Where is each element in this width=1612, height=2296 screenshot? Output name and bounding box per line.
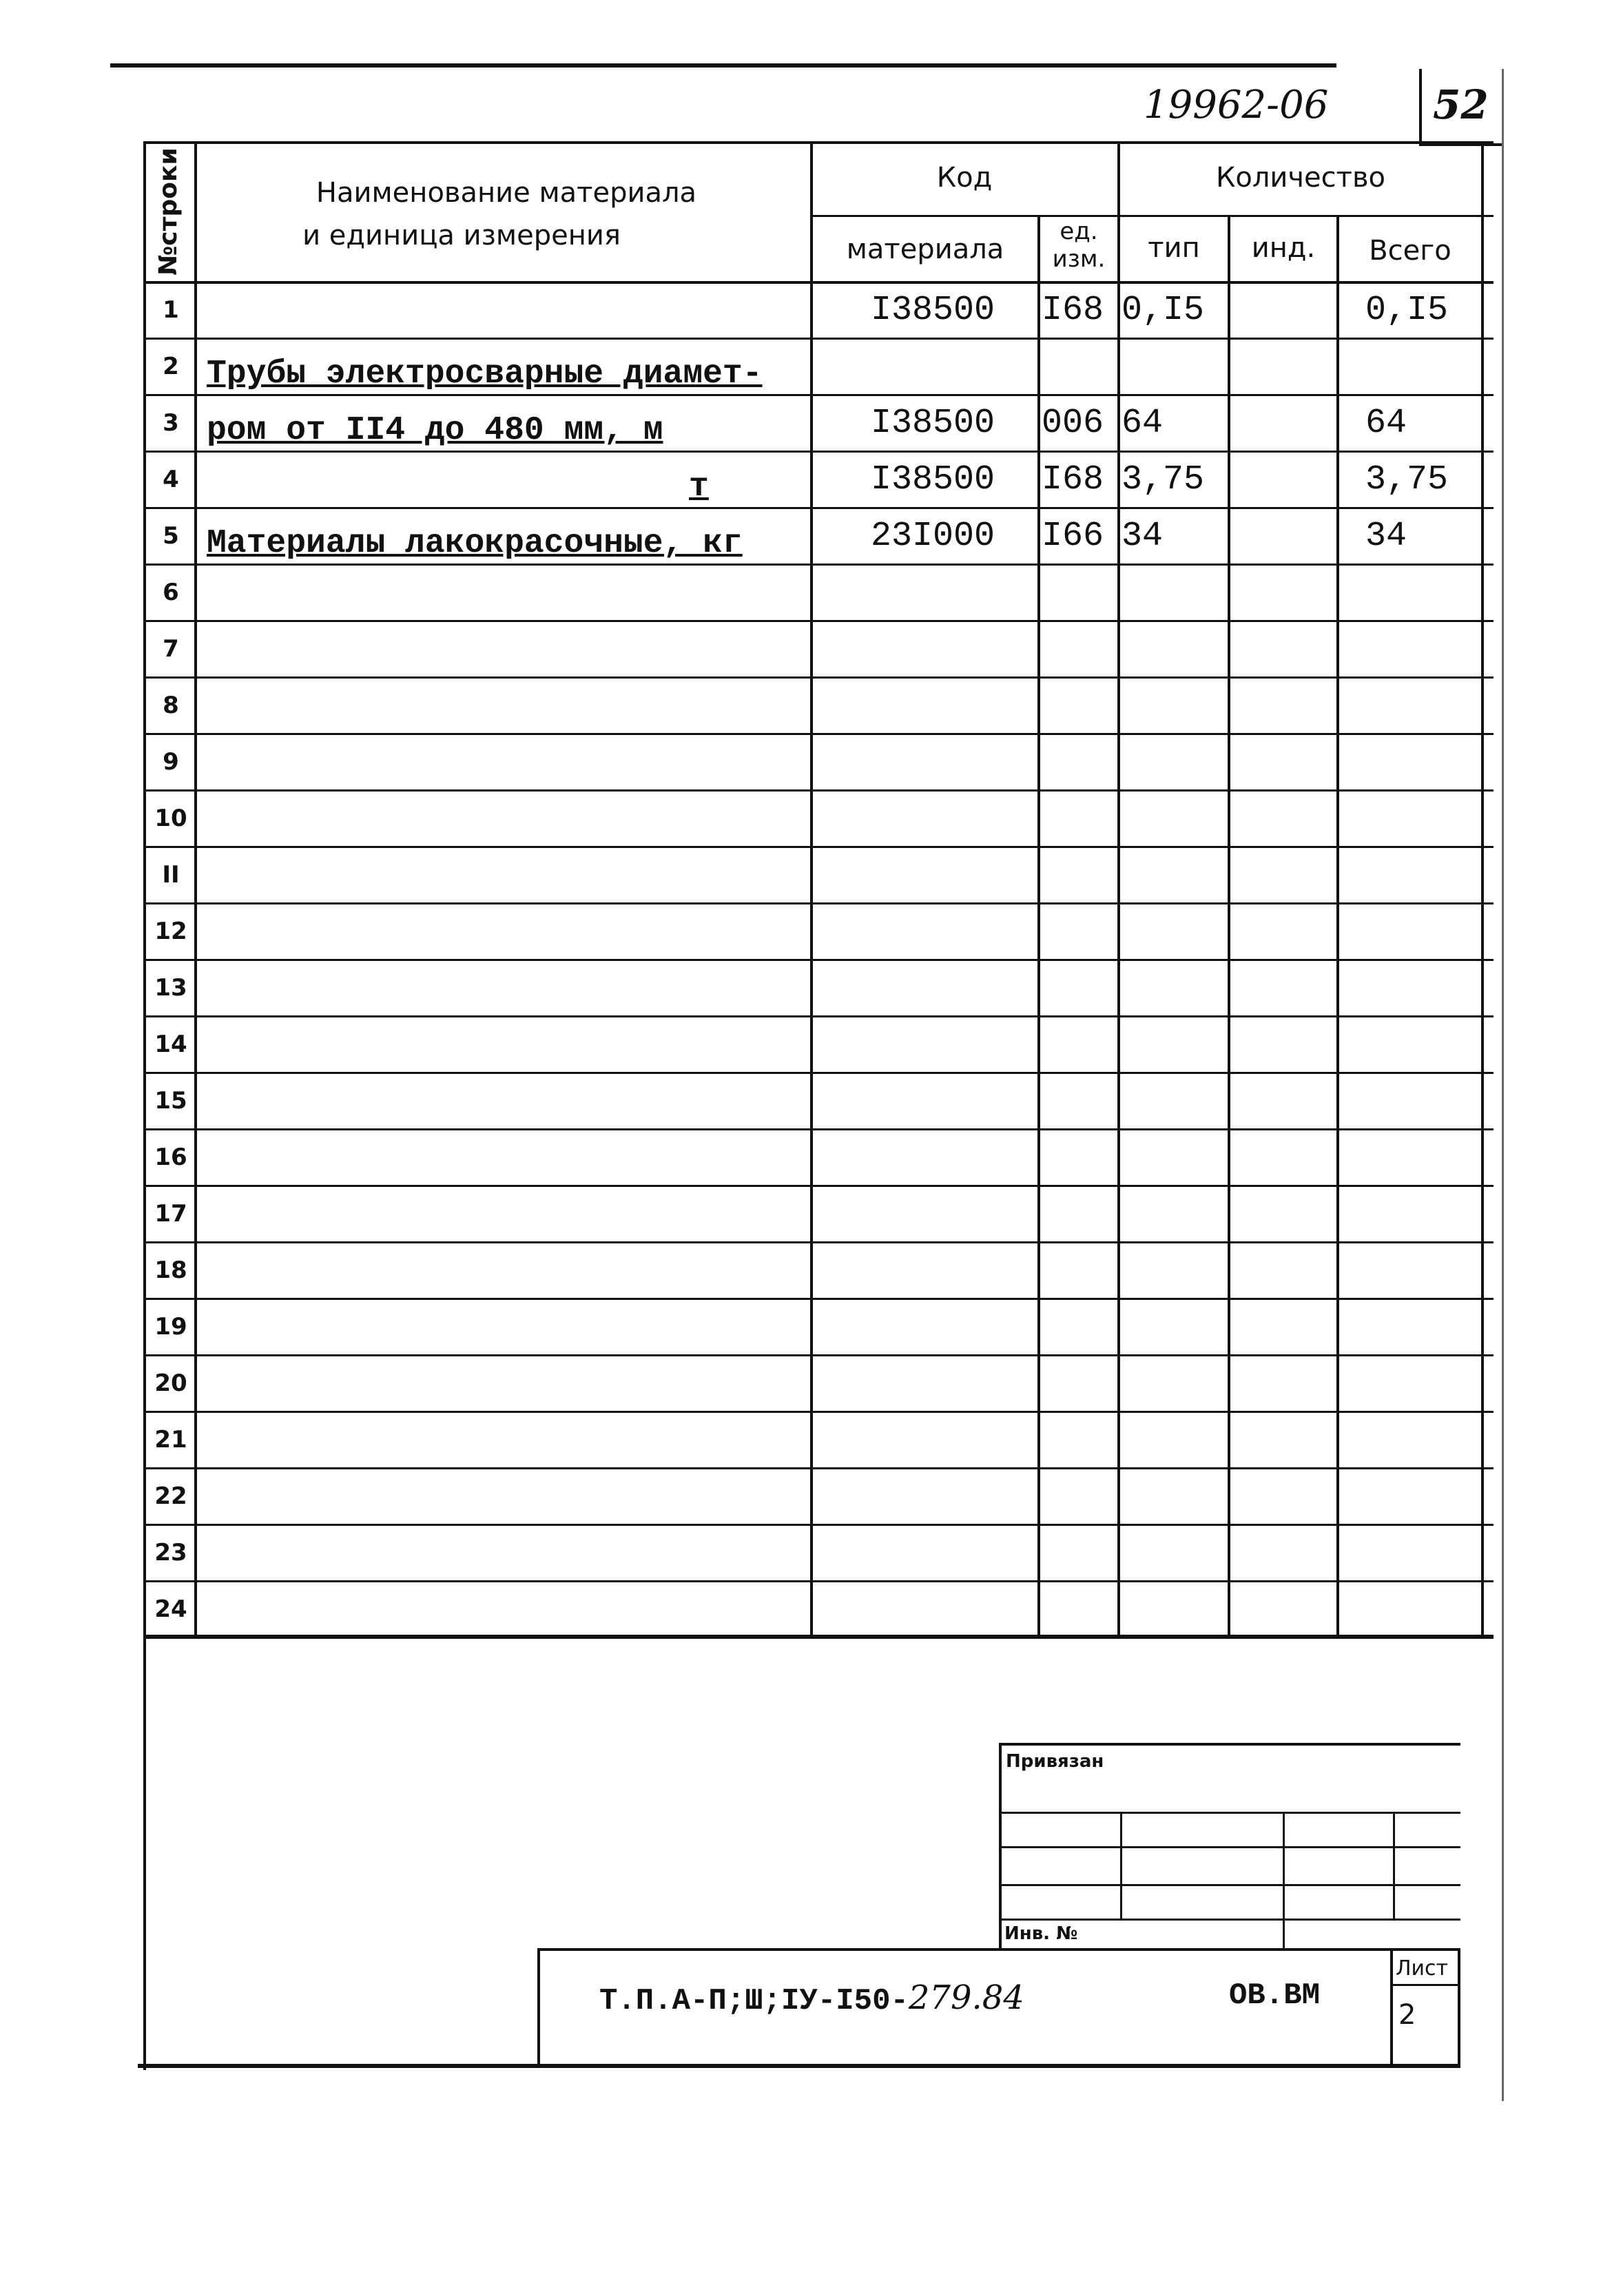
cell-type: 64	[1122, 404, 1164, 443]
row-divider	[143, 1128, 1494, 1130]
stamp-line-4	[999, 1918, 1460, 1921]
row-number: II	[162, 861, 180, 889]
row-divider	[143, 507, 1494, 509]
cell-total: 64	[1365, 404, 1407, 443]
row-divider	[143, 789, 1494, 792]
row-divider	[143, 620, 1494, 622]
frame-bottom	[138, 2064, 1460, 2068]
cell-name: Материалы лакокрасочные, кг	[207, 525, 743, 562]
cell-name: Трубы электросварные диамет-	[207, 355, 763, 393]
stamp-line-1	[999, 1812, 1460, 1814]
cell-name: т	[689, 468, 709, 506]
col-line-ind	[1228, 215, 1230, 1636]
header-code-material: материала	[846, 234, 1004, 265]
top-border	[110, 63, 1336, 68]
header-name-line1: Наименование материала	[316, 177, 697, 209]
cell-total: 3,75	[1365, 460, 1449, 499]
header-code-unit-2: изм.	[1052, 245, 1106, 273]
row-number: 13	[154, 974, 187, 1002]
designation-typed: Т.П.А-П;Ш;IУ-I50-	[599, 1984, 909, 2018]
sheet-mid-line	[1390, 1984, 1459, 1986]
header-qty-total: Всего	[1369, 235, 1451, 267]
sheet-number: 2	[1398, 1999, 1416, 2031]
row-divider	[143, 676, 1494, 679]
row-number: 7	[163, 635, 179, 663]
row-divider	[143, 1241, 1494, 1243]
row-divider	[143, 1580, 1494, 1582]
stamp-line-3	[999, 1884, 1460, 1886]
stamp-line-2	[999, 1846, 1460, 1848]
row-number: 5	[163, 522, 179, 550]
cell-type: 34	[1122, 517, 1164, 556]
row-number: 3	[163, 409, 179, 437]
row-divider	[143, 1354, 1494, 1356]
frame-left	[143, 141, 146, 2070]
row-divider	[143, 394, 1494, 396]
cell-unit: I68	[1042, 460, 1104, 499]
header-mid-line	[812, 215, 1494, 217]
row-divider	[143, 846, 1494, 848]
cell-type: 3,75	[1122, 460, 1205, 499]
row-number: 6	[163, 579, 179, 606]
section-code: ОВ.ВМ	[1229, 1978, 1321, 2013]
table-bottom-line	[143, 1635, 1494, 1639]
row-number: 4	[163, 466, 179, 493]
header-code-unit-1: ед.	[1060, 218, 1098, 245]
page-number: 52	[1433, 81, 1489, 128]
row-divider	[143, 1524, 1494, 1526]
col-line-right	[1481, 141, 1484, 1636]
header-qty-type: тип	[1148, 232, 1200, 264]
row-number: 22	[154, 1482, 187, 1510]
row-divider	[143, 1185, 1494, 1187]
designation-handwritten: 279.84	[908, 1978, 1024, 2017]
designation-left-line	[537, 1948, 540, 2065]
row-divider	[143, 733, 1494, 735]
cell-unit: 006	[1042, 404, 1104, 443]
header-row-number: №строки	[154, 147, 183, 276]
col-line-total	[1336, 215, 1339, 1636]
row-divider	[143, 1298, 1494, 1300]
cell-unit: I68	[1042, 291, 1104, 330]
cell-code: I38500	[871, 404, 995, 443]
designation-right-line	[1458, 1948, 1460, 2065]
stamp-top-line	[999, 1743, 1460, 1746]
col-line-unit	[1037, 215, 1040, 1636]
stamp-col-1	[1120, 1812, 1122, 1918]
row-divider	[143, 338, 1494, 340]
cell-code: I38500	[871, 291, 995, 330]
row-number: 21	[154, 1426, 187, 1454]
table-top-line	[143, 141, 1494, 144]
row-number: 23	[154, 1539, 187, 1566]
sheet-divider	[1390, 1948, 1393, 2065]
cell-type: 0,I5	[1122, 291, 1205, 330]
frame-right-outer	[1502, 69, 1504, 2101]
row-number: 20	[154, 1369, 187, 1397]
header-quantity: Количество	[1215, 162, 1385, 194]
page-number-divider	[1419, 69, 1422, 145]
row-divider	[143, 902, 1494, 904]
row-number: 14	[154, 1031, 187, 1058]
row-number: 9	[163, 748, 179, 776]
bound-label: Привязан	[1006, 1751, 1104, 1772]
row-number: 18	[154, 1256, 187, 1284]
sheet-label: Лист	[1396, 1956, 1449, 1980]
row-number: 19	[154, 1313, 187, 1341]
row-number: 12	[154, 918, 187, 945]
cell-total: 0,I5	[1365, 291, 1449, 330]
stamp-col-3	[1393, 1812, 1395, 1918]
row-number: 2	[163, 353, 179, 380]
cell-code: 23I000	[871, 517, 995, 556]
row-divider	[143, 1015, 1494, 1017]
row-divider	[143, 1072, 1494, 1074]
col-line-code	[810, 141, 813, 1636]
row-number: 8	[163, 692, 179, 719]
row-divider	[143, 451, 1494, 453]
header-name-line2: и единица измерения	[302, 220, 621, 251]
header-qty-ind: инд.	[1251, 232, 1316, 264]
cell-unit: I66	[1042, 517, 1104, 556]
designation-code	[599, 1978, 1024, 2018]
header-bottom-line	[143, 281, 1494, 284]
row-number: 17	[154, 1200, 187, 1228]
doc-number: 19962-06	[1144, 83, 1329, 127]
row-number: 16	[154, 1144, 187, 1171]
row-divider	[143, 1411, 1494, 1413]
row-divider	[143, 959, 1494, 961]
designation-top-line	[537, 1948, 1460, 1951]
inv-label: Инв. №	[1004, 1923, 1078, 1944]
stamp-col-2	[1283, 1812, 1285, 1949]
row-number: 10	[154, 805, 187, 832]
row-number: 1	[163, 296, 179, 324]
cell-code: I38500	[871, 460, 995, 499]
row-divider	[143, 563, 1494, 566]
col-line-name	[194, 141, 197, 1636]
row-number: 24	[154, 1595, 187, 1623]
row-number: 15	[154, 1087, 187, 1115]
cell-total: 34	[1365, 517, 1407, 556]
cell-name: ром от II4 до 480 мм, м	[207, 412, 663, 449]
col-line-type	[1117, 141, 1120, 1636]
header-code: Код	[936, 162, 993, 194]
row-divider	[143, 1467, 1494, 1469]
